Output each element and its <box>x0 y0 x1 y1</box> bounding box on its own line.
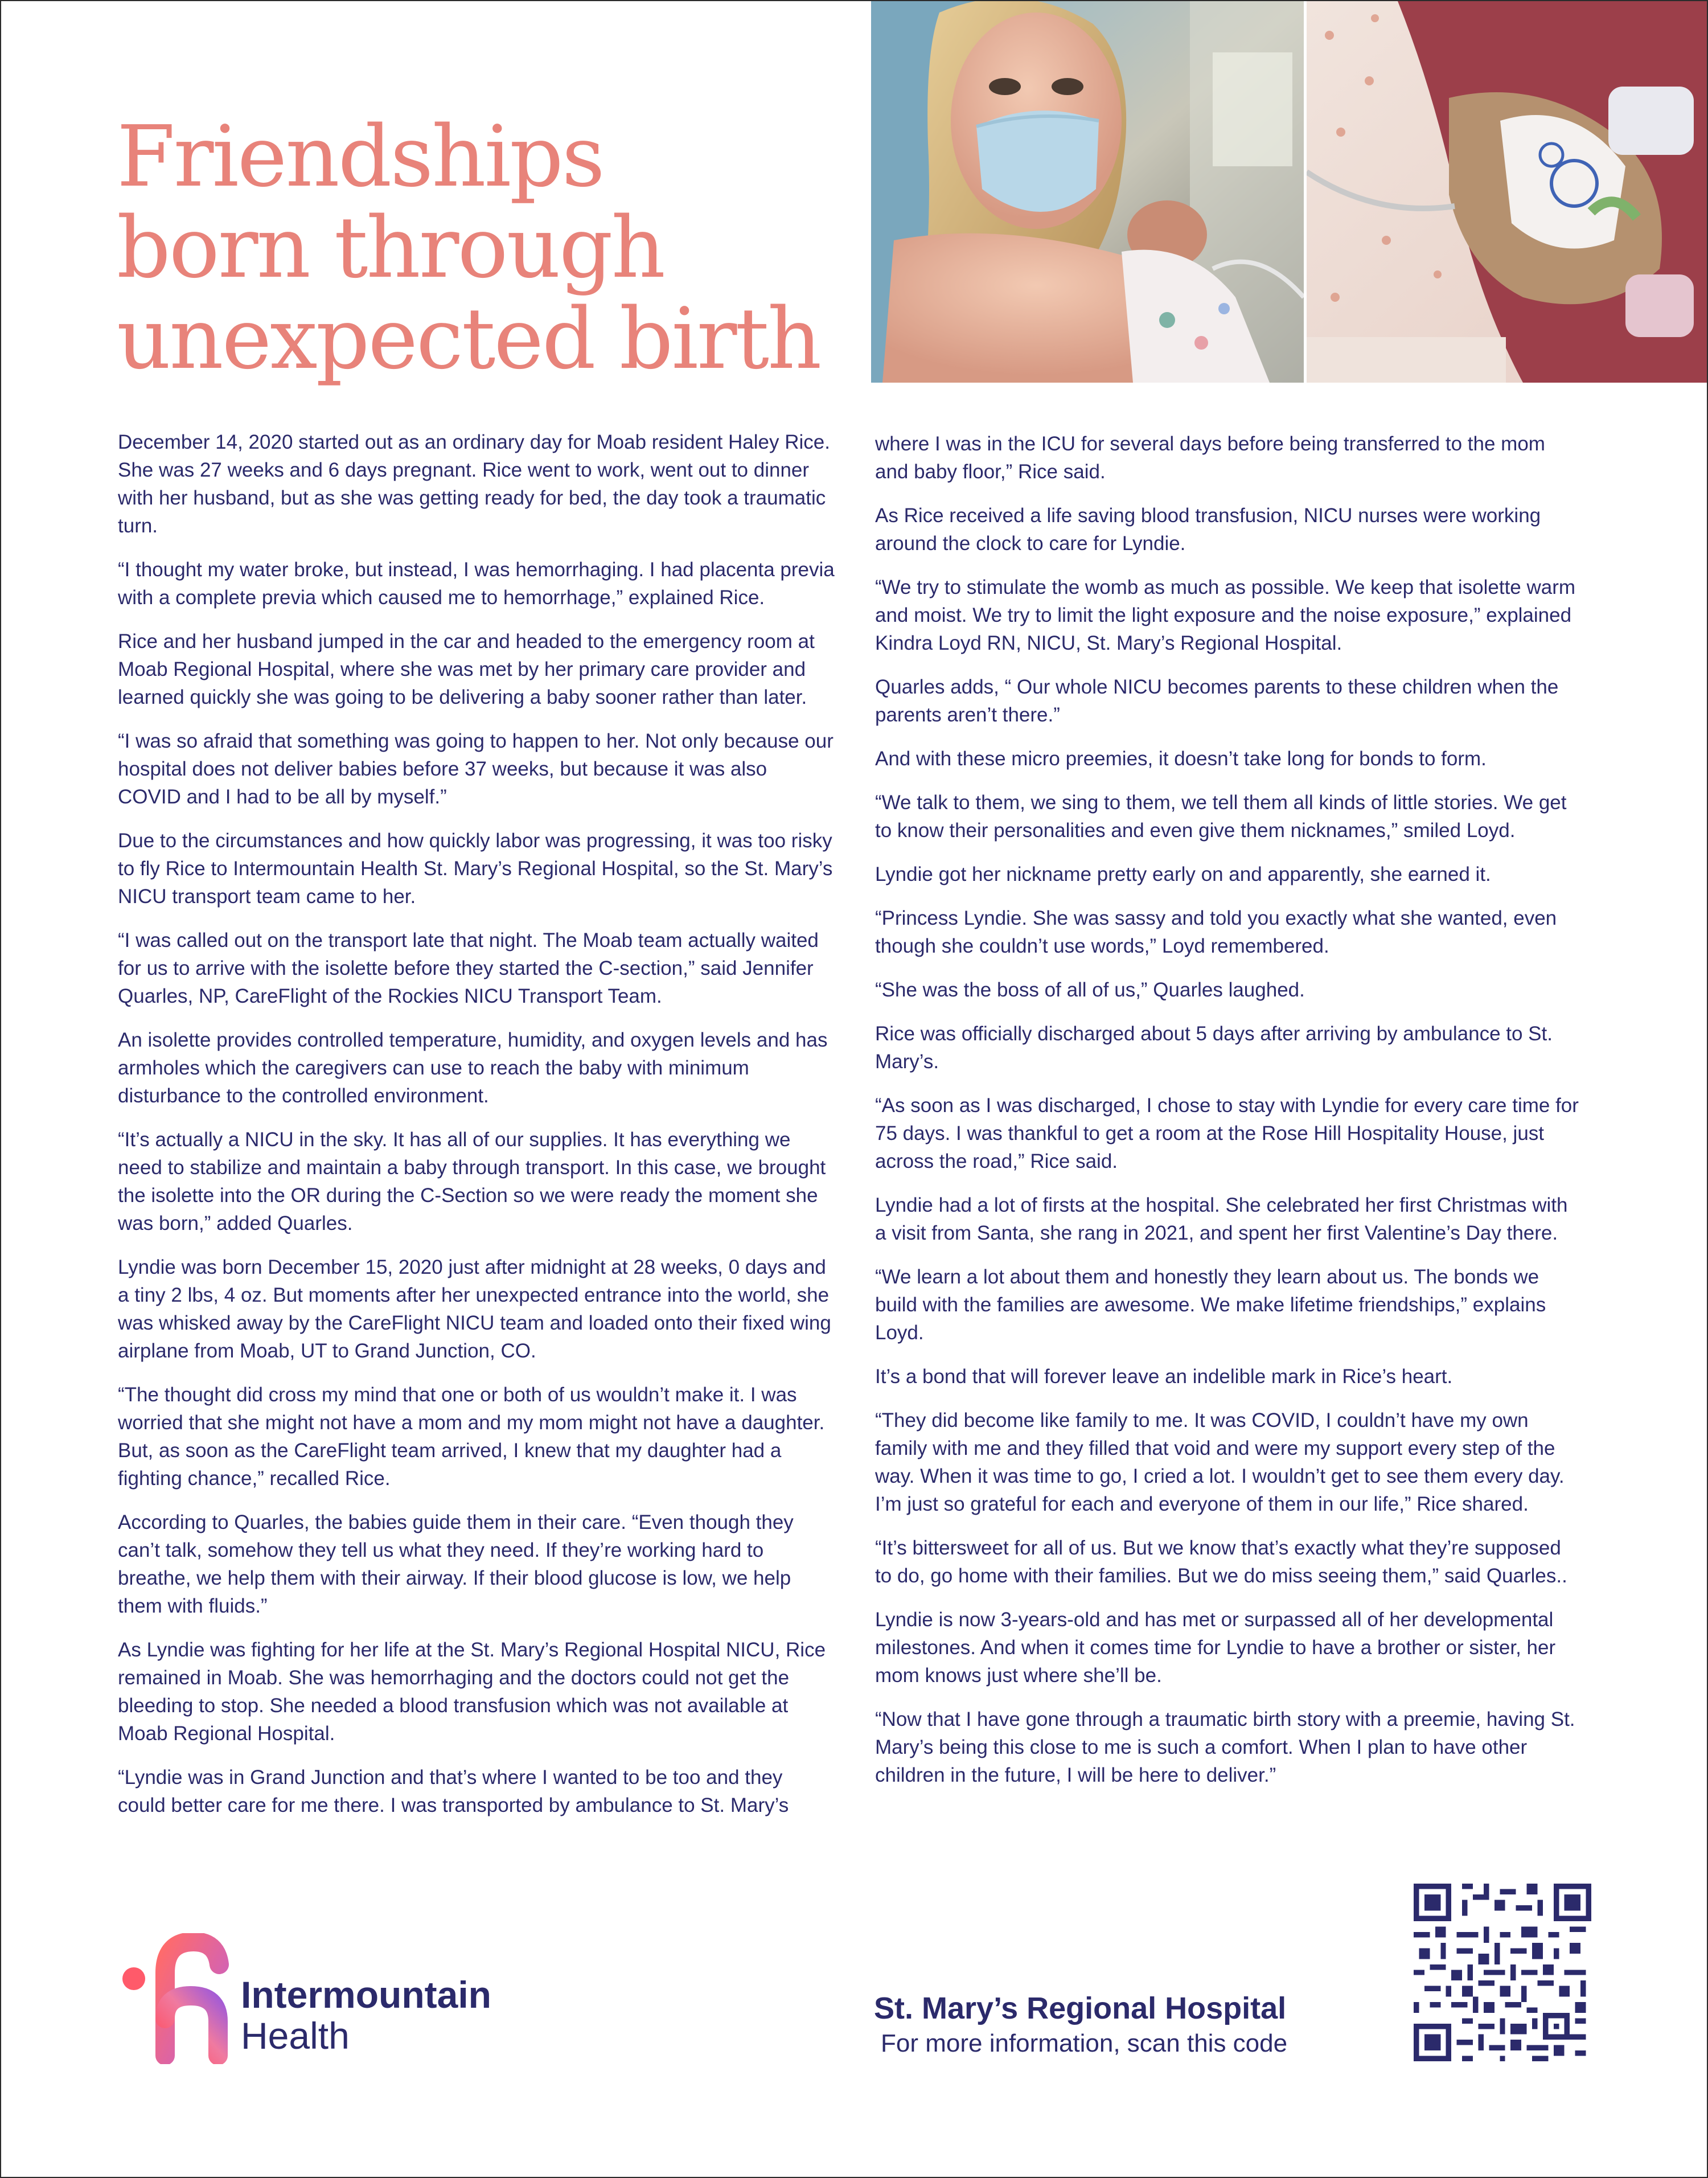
intermountain-health-logo[interactable] <box>117 1933 549 2064</box>
headline-line-3: unexpected birth <box>117 290 820 388</box>
article-paragraph: “As soon as I was discharged, I chose to stay with Lyndie for every care time for 75 days. I was thankful to get a room at the Rose Hill Hospitality House, just across the road,” Rice said. <box>875 1094 1579 1172</box>
headline <box>117 108 857 388</box>
article-paragraph: “Lyndie was in Grand Junction and that’s where I wanted to be too and they could better care for me there. I was transported by ambulance to St. Mary’s <box>118 1766 789 1816</box>
mother-with-preemie-photo <box>871 1 1304 383</box>
intermountain-logo-mark-icon <box>117 1933 233 2064</box>
article-paragraph: Quarles adds, “ Our whole NICU becomes parents to these children when the parents aren’t there.” <box>875 676 1559 726</box>
article-paragraph: “It’s actually a NICU in the sky. It has all of our supplies. It has everything we need to stabilize and maintain a baby through transport. In this case, we brought the isolette into the OR during the C-Section so we were ready the moment she was born,” added Quarles. <box>118 1129 826 1234</box>
article-paragraph: Lyndie got her nickname pretty early on and apparently, she earned it. <box>875 863 1491 885</box>
article-paragraph: According to Quarles, the babies guide them in their care. “Even though they can’t talk, somehow they tell us what they need. If they’re working hard to breathe, we help them with their airway. If their blood glucose is low, we help them with fluids.” <box>118 1511 794 1617</box>
article-paragraph: Rice and her husband jumped in the car and headed to the emergency room at Moab Regional Hospital, where she was met by her primary care provider and learned quickly she was going to be delivering a baby sooner rather than later. <box>118 630 815 708</box>
article-paragraph: “The thought did cross my mind that one or both of us wouldn’t make it. I was worried that she might not have a mom and my mom might not have a daughter. But, as soon as the CareFlight team arrived, I knew that my daughter had a fighting chance,” recalled Rice. <box>118 1384 825 1490</box>
article-paragraph: As Lyndie was fighting for her life at the St. Mary’s Regional Hospital NICU, Rice remained in Moab. She was hemorrhaging and the doctors could not get the bleeding to stop. She needed a blood transfusion which was not available at Moab Regional Hospital. <box>118 1639 826 1745</box>
article-paragraph: “She was the boss of all of us,” Quarles laughed. <box>875 979 1305 1001</box>
logo-line-2: Health <box>241 2015 350 2057</box>
logo-line-1: Intermountain <box>241 1974 491 2016</box>
article-paragraph: And with these micro preemies, it doesn’t take long for bonds to form. <box>875 748 1487 770</box>
article-paragraph: “I was called out on the transport late that night. The Moab team actually waited for us to arrive with the isolette before they started the C-section,” said Jennifer Quarles, NP, CareFlight of the Rockies NICU Transport Team. <box>118 929 819 1007</box>
article-paragraph: “It’s bittersweet for all of us. But we know that’s exactly what they’re supposed to do, go home with their families. But we do miss seeing them,” said Quarles.. <box>875 1537 1567 1587</box>
article-paragraph: As Rice received a life saving blood transfusion, NICU nurses were working around the clock to care for Lyndie. <box>875 504 1541 555</box>
preemie-in-isolette-photo <box>1307 1 1707 383</box>
article-paragraph: where I was in the ICU for several days before being transferred to the mom and baby floor,” Rice said. <box>875 433 1545 483</box>
article-paragraph: December 14, 2020 started out as an ordinary day for Moab resident Haley Rice. She was 27 weeks and 6 days pregnant. Rice went to work, went out to dinner with her husband, but as she was getting ready for bed, the day took a traumatic turn. <box>118 431 830 537</box>
headline-line-2: born through <box>117 199 664 297</box>
article-paragraph: It’s a bond that will forever leave an indelible mark in Rice’s heart. <box>875 1365 1453 1388</box>
article-paragraph: “I was so afraid that something was going to happen to her. Not only because our hospital does not deliver babies before 37 weeks, but because it was also COVID and I had to be all by myself.” <box>118 730 834 808</box>
article-paragraph: Due to the circumstances and how quickly labor was progressing, it was too risky to fly Rice to Intermountain Health St. Mary’s Regional Hospital, so the St. Mary’s NICU transport team came to her. <box>118 830 833 908</box>
article-paragraph: Lyndie is now 3-years-old and has met or surpassed all of her developmental milestones. And when it comes time for Lyndie to have a brother or sister, her mom knows just where she’ll be. <box>875 1609 1556 1687</box>
hospital-info <box>874 1990 1386 2061</box>
hospital-name: St. Mary’s Regional Hospital <box>874 1991 1287 2025</box>
logo-wordmark <box>241 1974 491 2056</box>
article-paragraph: “We learn a lot about them and honestly they learn about us. The bonds we build with the families are awesome. We make lifetime friendships,” explains Loyd. <box>875 1266 1546 1344</box>
article-paragraph: “I thought my water broke, but instead, I was hemorrhaging. I had placenta previa with a complete previa which caused me to hemorrhage,” explained Rice. <box>118 559 835 609</box>
article-left-column <box>118 428 835 1835</box>
article-paragraph: Rice was officially discharged about 5 days after arriving by ambulance to St. Mary’s. <box>875 1023 1553 1073</box>
article-paragraph: An isolette provides controlled temperature, humidity, and oxygen levels and has armholes which the caregivers can use to reach the baby with minimum disturbance to the controlled environment. <box>118 1029 828 1107</box>
article-paragraph: Lyndie was born December 15, 2020 just after midnight at 28 weeks, 0 days and a tiny 2 lbs, 4 oz. But moments after her unexpected entrance into the world, she was whisked away by the CareFlight NICU team and loaded onto their fixed wing airplane from Moab, UT to Grand Junction, CO. <box>118 1256 831 1362</box>
headline-line-1: Friendships <box>117 108 603 206</box>
scan-code-tagline: For more information, scan this code <box>881 2029 1288 2057</box>
article-paragraph: “We talk to them, we sing to them, we tell them all kinds of little stories. We get to know their personalities and even give them nicknames,” smiled Loyd. <box>875 791 1567 842</box>
article-right-column <box>875 430 1581 1805</box>
article-paragraph: “They did become like family to me. It was COVID, I couldn’t have my own family with me and they filled that void and were my support every step of the way. When it was time to go, I cried a lot. I wouldn’t get to see them every day. I’m just so grateful for each and everyone of them in our life,” Rice shared. <box>875 1409 1565 1515</box>
article-paragraph: Lyndie had a lot of firsts at the hospital. She celebrated her first Christmas with a visit from Santa, she rang in 2021, and spent her first Valentine’s Day there. <box>875 1194 1568 1244</box>
article-paragraph: “Now that I have gone through a traumatic birth story with a preemie, having St. Mary’s being this close to me is such a comfort. When I plan to have other children in the future, I will be here to deliver.” <box>875 1708 1575 1786</box>
article-paragraph: “Princess Lyndie. She was sassy and told you exactly what she wanted, even though she couldn’t use words,” Loyd remembered. <box>875 907 1557 957</box>
article-paragraph: “We try to stimulate the womb as much as possible. We keep that isolette warm and moist. We try to limit the light exposure and the noise exposure,” explained Kindra Loyd RN, NICU, St. Mary’s Regional Hospital. <box>875 576 1576 654</box>
qr-code-icon[interactable] <box>1414 1884 1591 2061</box>
